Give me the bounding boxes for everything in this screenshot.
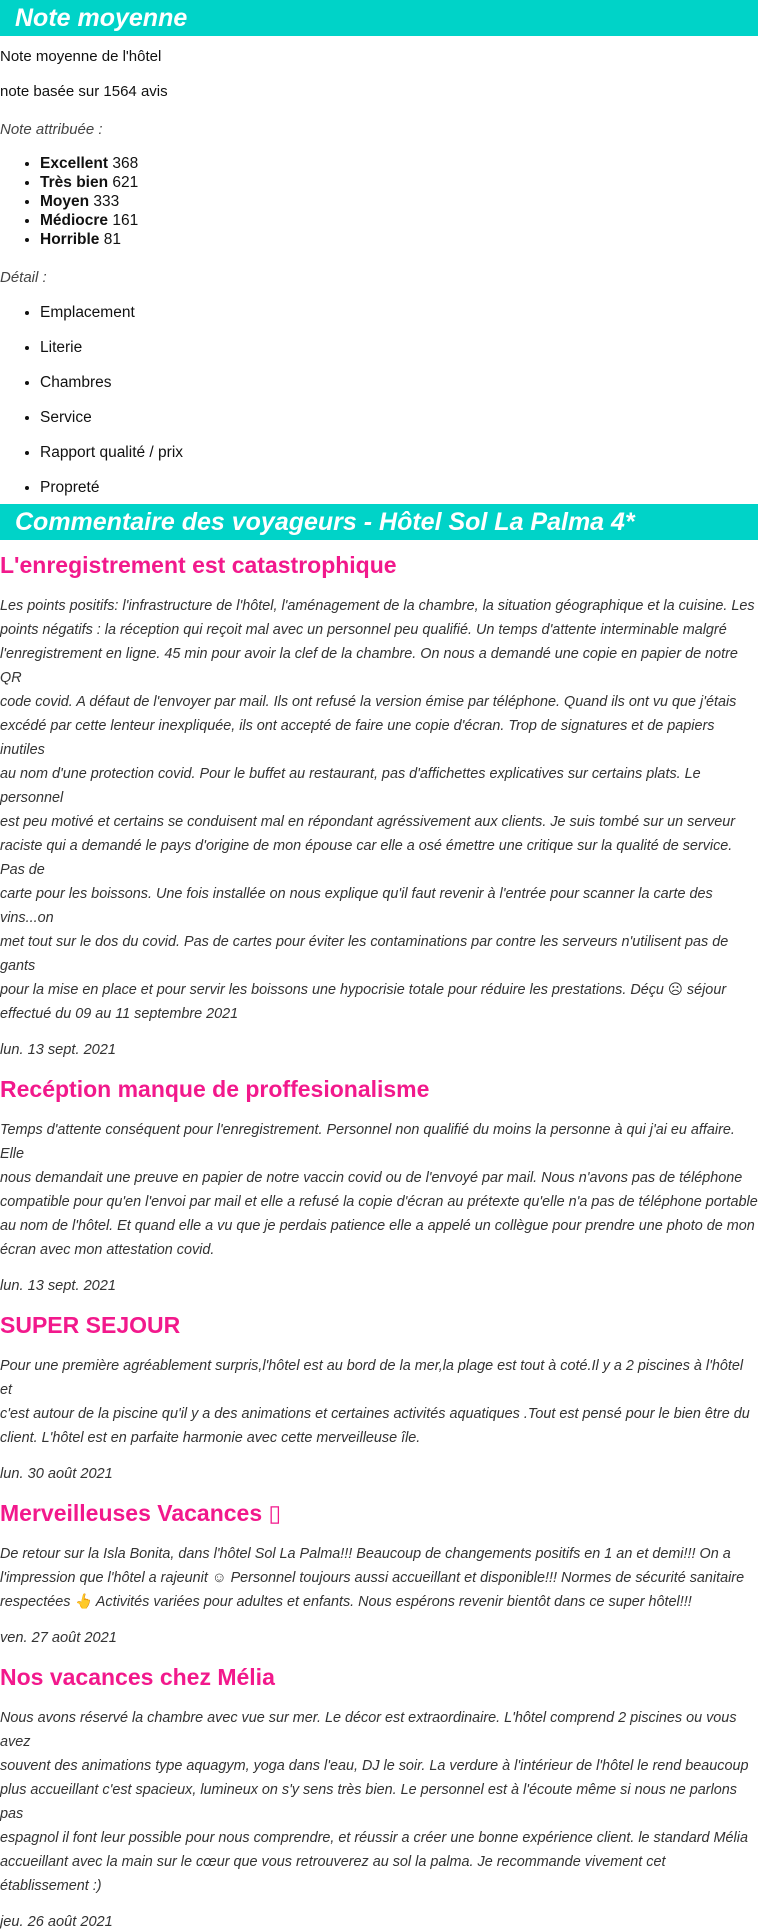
review-line: au nom de l'hôtel. Et quand elle a vu que je perdais patience elle a appelé un collègue pour prendre une photo de mon: [0, 1218, 755, 1234]
review-line: l'enregistrement en ligne. 45 min pour avoir la clef de la chambre. On nous a demandé une copie en papier de notre QR: [0, 646, 738, 686]
review-title: L'enregistrement est catastrophique: [0, 552, 397, 578]
review-line: respectées 👆 Activités variées pour adultes et enfants. Nous espérons revenir bientôt dans ce super hôtel!!!: [0, 1594, 692, 1610]
reviews-count: note basée sur 1564 avis: [0, 83, 168, 100]
review-line: souvent des animations type aquagym, yoga dans l'eau, DJ le soir. La verdure à l'intérieur de l'hôtel le rend beaucoup: [0, 1758, 749, 1774]
review-line: au nom d'une protection covid. Pour le buffet au restaurant, pas d'affichettes explicatives sur certains plats. Le personnel: [0, 766, 701, 806]
detail-item-literie: • Literie: [40, 338, 758, 373]
summary-header: Note moyenne: [0, 0, 758, 36]
rating-item: [40, 173, 758, 192]
review-line: écran avec mon attestation covid.: [0, 1242, 215, 1258]
rating-count: 621: [112, 174, 139, 191]
review-line: l'impression que l'hôtel a rajeunit ☺ Personnel toujours aussi accueillant et disponible!!! Normes de sécurité sanitaire: [0, 1570, 745, 1586]
rating-label: Excellent: [40, 155, 109, 172]
review-line: pour la mise en place et pour servir les boissons une hypocrisie totale pour réduire les prestations. Déçu ☹ séjour: [0, 982, 727, 998]
review-card: [0, 1498, 758, 1646]
review-body: [0, 1118, 758, 1262]
review-line: compatible pour qu'en l'envoi par mail et elle a refusé la copie d'écran au prétexte qu'elle n'a pas de téléphone portable: [0, 1194, 758, 1210]
reviews-header: Commentaire des voyageurs - Hôtel Sol La Palma 4*: [0, 504, 758, 540]
review-card: [0, 1310, 758, 1482]
rating-count: 333: [93, 193, 120, 210]
review-line: code covid. A défaut de l'envoyer par mail. Ils ont refusé la version émise par téléphone. Quand ils ont vu que j'étais: [0, 694, 737, 710]
rating-count: 368: [112, 155, 139, 172]
review-date: ven. 27 août 2021: [0, 1630, 117, 1646]
review-title: Nos vacances chez Mélia: [0, 1664, 275, 1690]
rating-count: 81: [103, 231, 121, 248]
review-card: [0, 1074, 758, 1294]
review-line: met tout sur le dos du covid. Pas de cartes pour éviter les contaminations par contre les serveurs n'utilisent pas de gants: [0, 934, 729, 974]
review-title: Merveilleuses Vacances ▯: [0, 1500, 282, 1526]
rating-item: [40, 211, 758, 230]
rating-label: Moyen: [40, 193, 90, 210]
rating-item: [40, 192, 758, 211]
review-line: carte pour les boissons. Une fois installée on nous explique qu'il faut revenir à l'entrée pour scanner la carte des vins...on: [0, 886, 713, 926]
review-line: accueillant avec la main sur le cœur que vous retrouverez au sol la palma. Je recommande vivement cet établissement :): [0, 1854, 666, 1894]
review-card: [0, 550, 758, 1058]
rating-count: 161: [112, 212, 139, 229]
review-line: est peu motivé et certains se conduisent mal en répondant agréssivement aux clients. Je suis tombé sur un serveur: [0, 814, 736, 830]
review-line: plus accueillant c'est spacieux, lumineux on s'y sens très bien. Le personnel est à l'écoute même si nous ne parlons pas: [0, 1782, 737, 1822]
ratings-heading: Note attribuée :: [0, 121, 103, 138]
rating-label: Médiocre: [40, 212, 109, 229]
review-body: [0, 1706, 758, 1898]
review-line: points négatifs : la réception qui reçoit mal avec un personnel peu qualifié. Un temps d'attente interminable malgré: [0, 622, 727, 638]
rating-item: [40, 230, 758, 249]
review-line: Temps d'attente conséquent pour l'enregistrement. Personnel non qualifié du moins la personne à qui j'ai eu affaire. Elle: [0, 1122, 735, 1162]
review-body: [0, 1354, 758, 1450]
detail-item-emplacement: • Emplacement: [40, 303, 758, 338]
rating-label: Horrible: [40, 231, 100, 248]
rating-item: [40, 154, 758, 173]
review-line: De retour sur la Isla Bonita, dans l'hôtel Sol La Palma!!! Beaucoup de changements positifs en 1 an et demi!!! On a: [0, 1546, 731, 1562]
detail-item-rapport-qualite-prix: • Rapport qualité / prix: [40, 443, 758, 478]
review-line: nous demandait une preuve en papier de notre vaccin covid ou de l'envoyé par mail. Nous n'avons pas de téléphone: [0, 1170, 743, 1186]
review-line: c'est autour de la piscine qu'il y a des animations et certaines activités aquatiques .Tout est pensé pour le bien être du: [0, 1406, 750, 1422]
review-title: SUPER SEJOUR: [0, 1312, 181, 1338]
detail-item-chambres: • Chambres: [40, 373, 758, 408]
review-date: lun. 13 sept. 2021: [0, 1278, 117, 1294]
review-line: Nous avons réservé la chambre avec vue sur mer. Le décor est extraordinaire. L'hôtel comprend 2 piscines ou vous avez: [0, 1710, 737, 1750]
review-body: [0, 1542, 758, 1614]
review-line: Les points positifs: l'infrastructure de l'hôtel, l'aménagement de la chambre, la situation géographique et la cuisine. Les: [0, 598, 755, 614]
review-line: Pour une première agréablement surpris,l'hôtel est au bord de la mer,la plage est tout à coté.Il y a 2 piscines à l'hôtel et: [0, 1358, 744, 1398]
review-line: espagnol il font leur possible pour nous comprendre, et réussir a créer une bonne expérience client. le standard Mélia: [0, 1830, 748, 1846]
review-line: raciste qui a demandé le pays d'origine de mon épouse car elle a osé émettre une critique sur la qualité de service. Pas de: [0, 838, 733, 878]
ratings-list: [0, 154, 758, 249]
detail-item-proprete: • Propreté: [40, 478, 758, 504]
detail-heading: Détail :: [0, 269, 47, 286]
review-date: lun. 13 sept. 2021: [0, 1042, 117, 1058]
review-body: [0, 594, 758, 1026]
detail-item-service: • Service: [40, 408, 758, 443]
review-line: client. L'hôtel est en parfaite harmonie avec cette merveilleuse île.: [0, 1430, 421, 1446]
review-date: lun. 30 août 2021: [0, 1466, 113, 1482]
review-line: excédé par cette lenteur inexpliquée, ils ont accepté de faire une copie d'écran. Trop de signatures et de papiers inutiles: [0, 718, 715, 758]
detail-list: [0, 303, 758, 504]
review-date: jeu. 26 août 2021: [0, 1914, 113, 1930]
review-title: Recéption manque de proffesionalisme: [0, 1076, 430, 1102]
review-line: effectué du 09 au 11 septembre 2021: [0, 1006, 239, 1022]
rating-label: Très bien: [40, 174, 109, 191]
review-card: [0, 1662, 758, 1930]
average-label: Note moyenne de l'hôtel: [0, 48, 162, 65]
